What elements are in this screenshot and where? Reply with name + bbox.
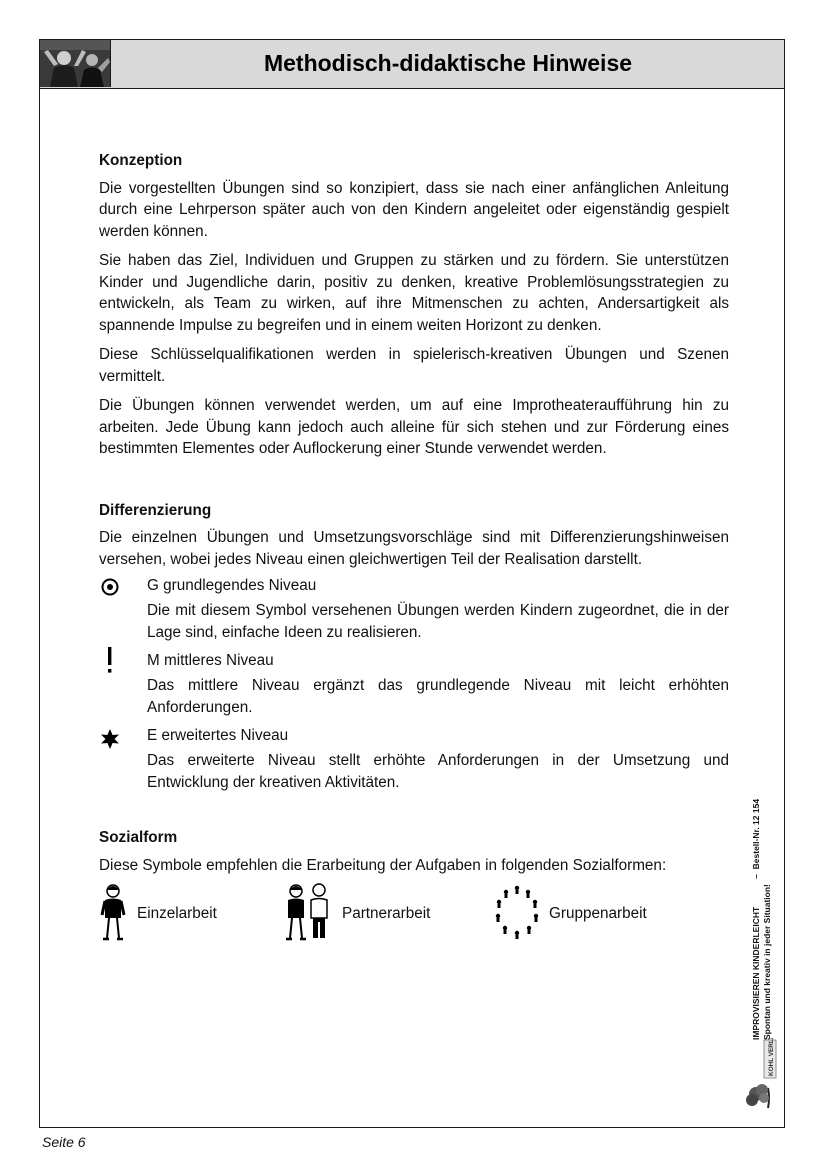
star-icon: [99, 728, 121, 750]
main-content: [99, 150, 729, 884]
level-description: Die mit diesem Symbol versehenen Übungen werden Kindern zugeordnet, die in der Lage sind, einfache Ideen zu realisieren.: [147, 602, 729, 641]
social-form-individual: [99, 884, 217, 944]
paragraph: Diese Symbole empfehlen die Erarbeitung der Aufgaben in folgenden Sozialformen:: [99, 856, 667, 874]
paragraph: Sie haben das Ziel, Individuen und Gruppen zu stärken und zu fördern. Sie unterstützen Kinder und Jugendliche darin, positiv zu denken, kreative Problemlösungsstrategien zu entwickeln, als Team zu wirken, auf ihre Mitmenschen zu achten, Andersartigkeit als spannende Impulse zu begreifen und in einem weiten Horizont zu denken.: [99, 252, 729, 334]
paragraph: Diese Schlüsselqualifikationen werden in spielerisch-kreativen Übungen und Szenen vermittelt.: [99, 346, 729, 385]
section-heading-sozialform: Sozialform: [99, 829, 178, 846]
level-title: G grundlegendes Niveau: [147, 577, 317, 594]
page-title: Methodisch-didaktische Hinweise: [263, 50, 633, 76]
sidebar-subtitle: Spontan und kreativ in jeder Situation!: [762, 884, 772, 1040]
publisher-logo: [744, 1038, 780, 1110]
two-persons-icon: [284, 882, 332, 947]
paragraph: Die einzelnen Übungen und Umsetzungsvorschläge sind mit Differenzierungshinweisen versehen, wobei jedes Niveau einen gleichwertigen Teil der Realisation darstellt.: [99, 529, 729, 568]
level-description: Das erweiterte Niveau stellt erhöhte Anforderungen in der Umsetzung und Entwicklung der kreativen Aktivitäten.: [147, 752, 729, 791]
page-number: Seite 6: [42, 1134, 86, 1150]
level-medium: [99, 649, 729, 718]
header-photo: [40, 40, 111, 87]
section-heading-konzeption: Konzeption: [99, 152, 183, 169]
sidebar-credit: IMPROVISIEREN KINDERLEICHT– Bestell-Nr. 12 154 Spontan und kreativ in jeder Situation!: [751, 750, 785, 1040]
social-form-label: Gruppenarbeit: [549, 905, 647, 922]
level-basic: [99, 574, 729, 643]
single-person-icon: [99, 882, 127, 947]
social-forms: [99, 884, 699, 948]
group-circle-icon: [495, 882, 539, 947]
social-form-group: [495, 884, 647, 944]
social-form-partner: [284, 884, 430, 944]
social-form-label: Partnerarbeit: [342, 905, 431, 922]
level-title: M mittleres Niveau: [147, 652, 274, 669]
sidebar-title: IMPROVISIEREN KINDERLEICHT: [751, 906, 761, 1040]
page-header: [40, 40, 784, 89]
sidebar-order-number: Bestell-Nr. 12 154: [751, 798, 761, 870]
paragraph: Die vorgestellten Übungen sind so konzipiert, dass sie nach einer anfänglichen Anleitung durch eine Lehrperson später auch von den Kindern angeleitet oder eigenständig gespielt werden können.: [99, 179, 729, 240]
social-form-label: Einzelarbeit: [137, 905, 217, 922]
level-description: Das mittlere Niveau ergänzt das grundlegende Niveau mit leicht erhöhten Anforderungen.: [147, 677, 729, 716]
section-heading-differenzierung: Differenzierung: [99, 501, 212, 519]
exclamation-icon: [99, 649, 121, 671]
publisher-logo-text: KOHL VERLAG: [768, 1038, 775, 1076]
level-title: E erweitertes Niveau: [147, 727, 289, 744]
circle-dot-icon: [99, 576, 121, 598]
level-advanced: [99, 724, 729, 793]
paragraph: Die Übungen können verwendet werden, um auf eine Improtheateraufführung hin zu arbeiten. Jede Übung kann jedoch auch alleine für sich stehen und zur Förderung eines bestimmten Elementes oder Auflockerung einer Stunde verwendet werden.: [99, 397, 729, 457]
